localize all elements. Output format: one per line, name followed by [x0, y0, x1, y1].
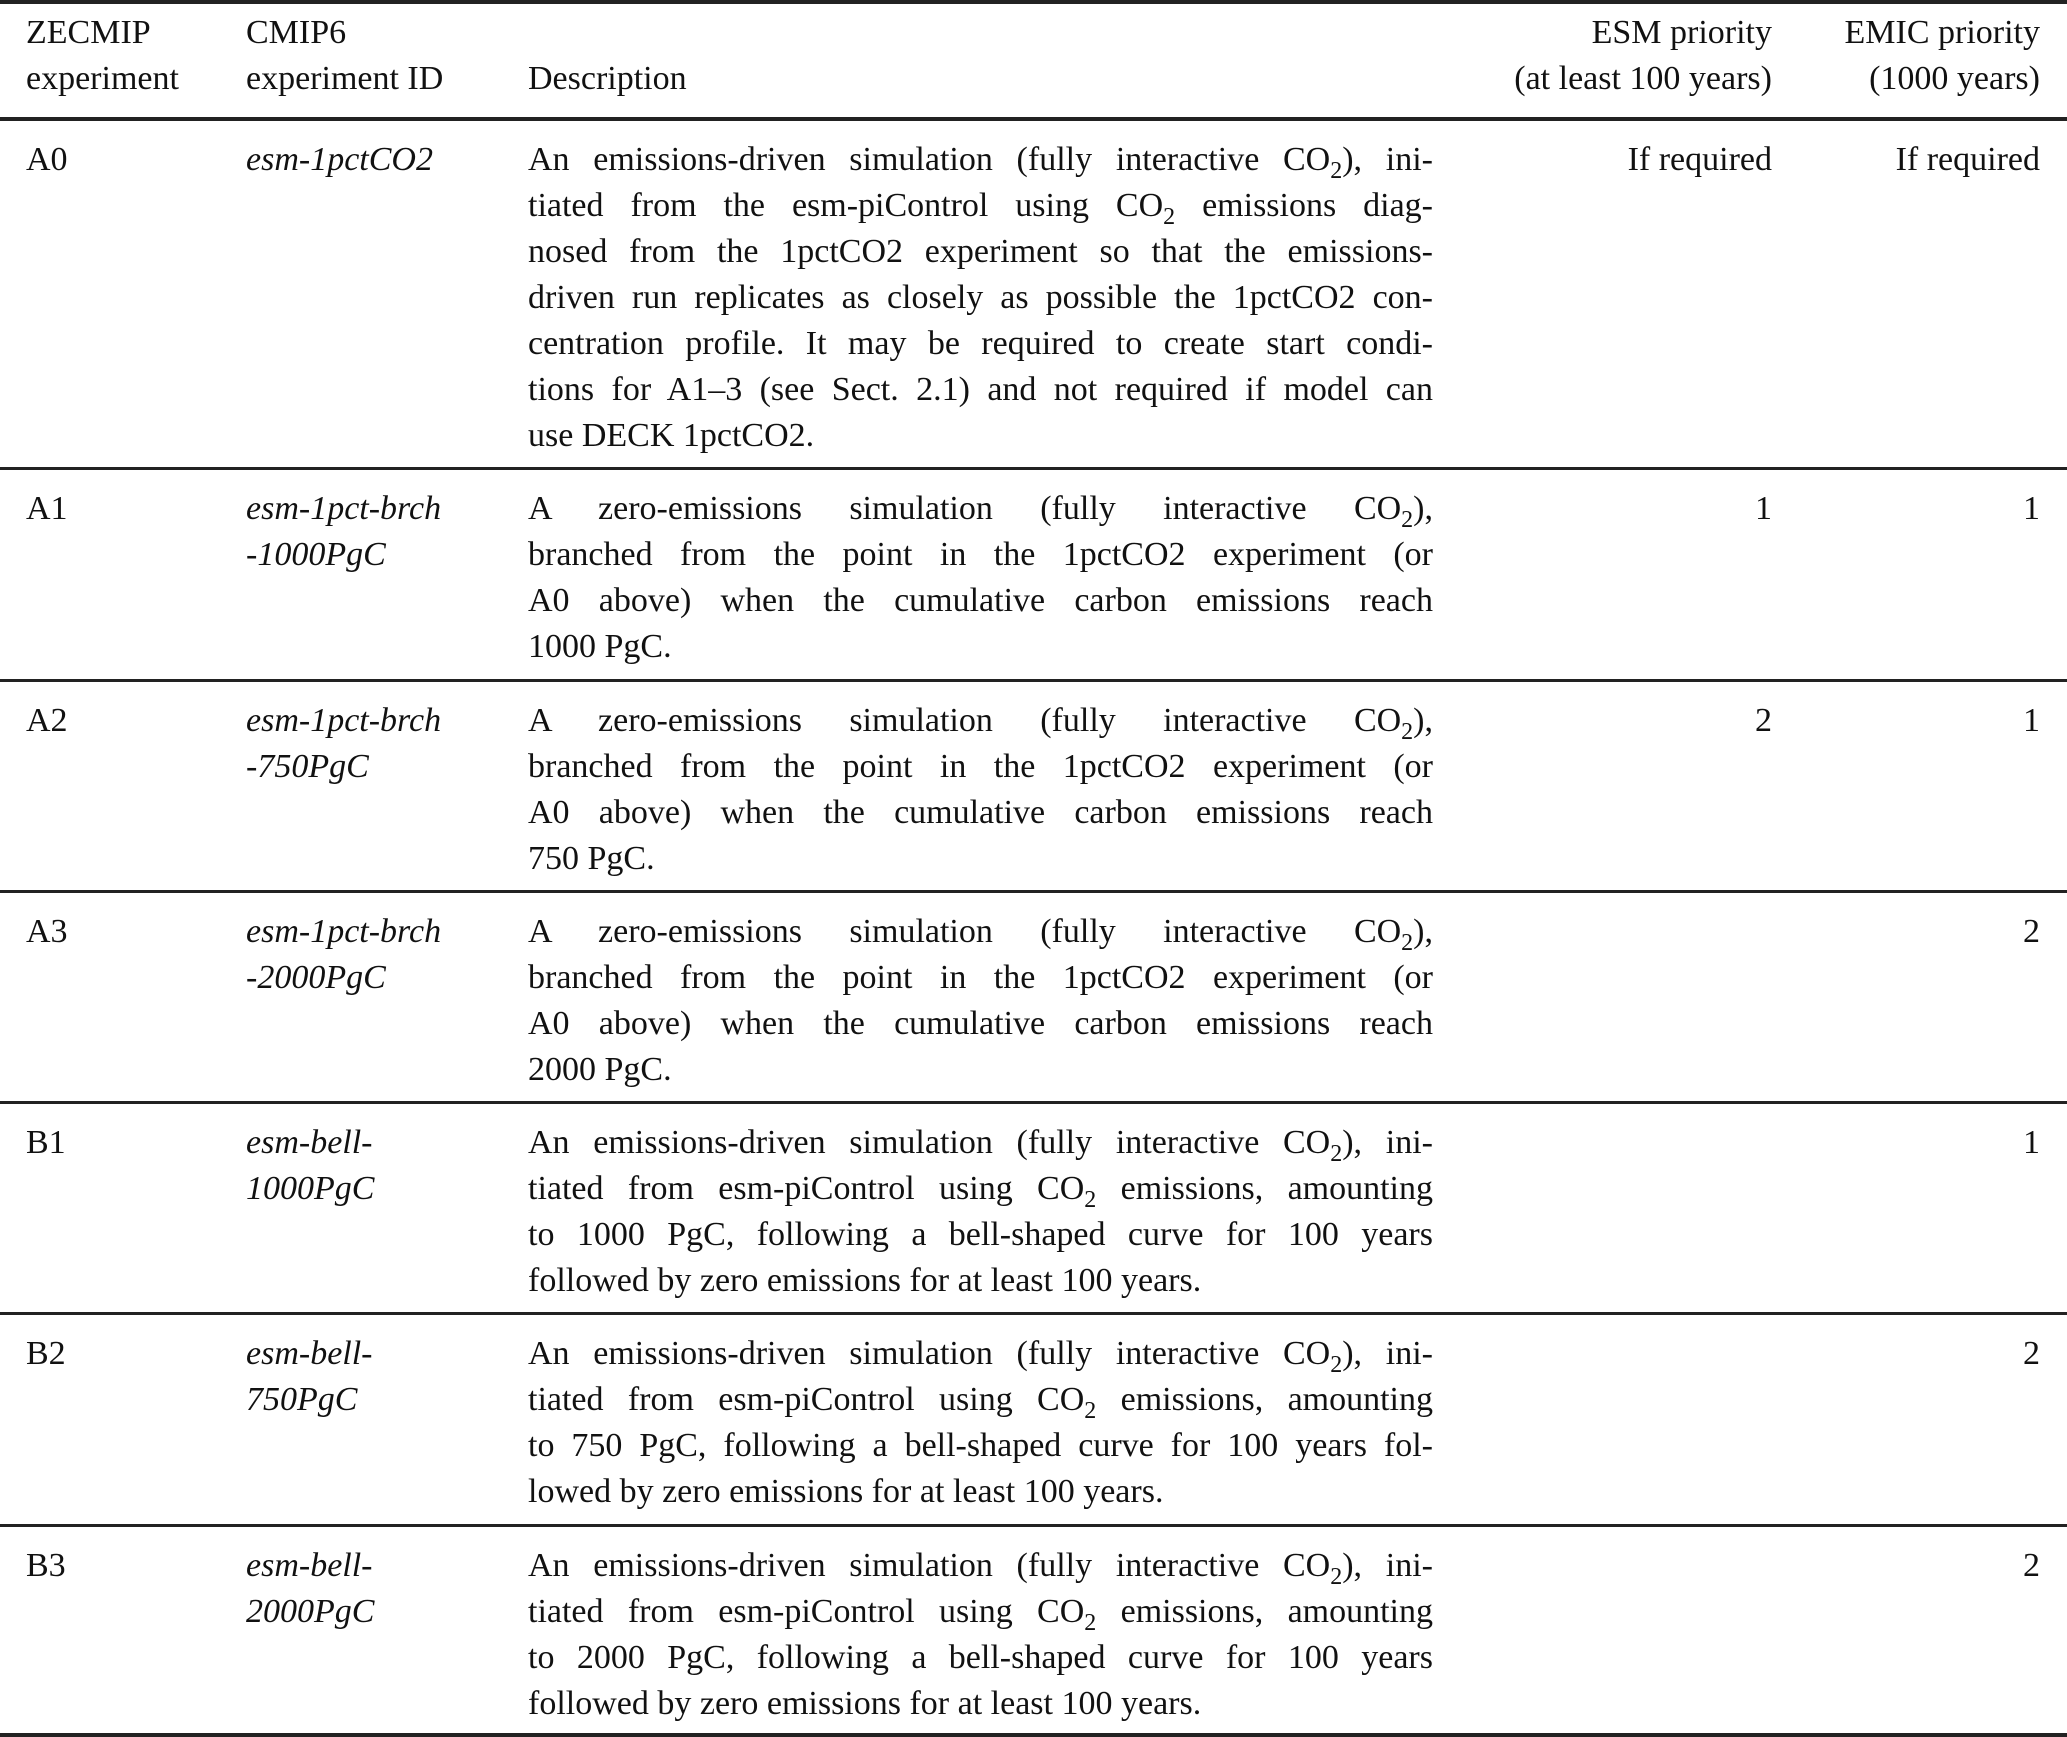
row-rule — [0, 890, 2067, 893]
subscript: 2 — [1163, 204, 1176, 230]
description-text: ), — [1413, 913, 1433, 950]
description-text: A zero-emissions simulation (fully interactive CO — [528, 490, 1402, 527]
description-text: A zero-emissions simulation (fully interactive CO — [528, 913, 1402, 950]
description-text: tiated from esm-piControl using CO — [528, 1593, 1085, 1630]
subscript: 2 — [1401, 930, 1414, 956]
header-description: Description — [528, 60, 687, 97]
header-rule — [0, 117, 2067, 121]
cell-zecmip-experiment: A3 — [26, 913, 68, 950]
experiment-id-line: esm-bell- — [246, 1335, 373, 1372]
description-line — [528, 1543, 1433, 1589]
description-line: to 2000 PgC, following a bell-shaped curve for 100 years — [528, 1639, 1433, 1676]
description-text: An emissions-driven simulation (fully interactive CO — [528, 141, 1331, 178]
header-esm-priority: ESM priority (at least 100 years) — [1514, 14, 1772, 97]
cell-emic-priority: 2 — [2023, 1335, 2040, 1372]
header-cmip6-experiment-id: CMIP6 experiment ID — [246, 14, 444, 97]
description-text: ), ini- — [1342, 1335, 1433, 1372]
subscript: 2 — [1330, 158, 1343, 184]
row-rule — [0, 1312, 2067, 1315]
subscript: 2 — [1084, 1398, 1097, 1424]
description-line — [528, 486, 1433, 532]
cell-description — [528, 137, 1433, 459]
description-line: followed by zero emissions for at least 100 years. — [528, 1685, 1202, 1722]
row-rule — [0, 467, 2067, 470]
description-line: followed by zero emissions for at least 100 years. — [528, 1262, 1202, 1299]
description-text: ), ini- — [1342, 141, 1433, 178]
cell-emic-priority: 1 — [2023, 702, 2040, 739]
description-line: use DECK 1pctCO2. — [528, 417, 815, 454]
experiment-id-line: esm-bell- — [246, 1124, 373, 1161]
description-line: A0 above) when the cumulative carbon emissions reach — [528, 794, 1433, 831]
description-line: branched from the point in the 1pctCO2 experiment (or — [528, 536, 1433, 573]
description-text: ), ini- — [1342, 1124, 1433, 1161]
description-line: nosed from the 1pctCO2 experiment so that the emissions- — [528, 233, 1433, 270]
subscript: 2 — [1401, 719, 1414, 745]
cell-emic-priority: 2 — [2023, 1547, 2040, 1584]
experiment-id-line: -2000PgC — [246, 959, 386, 996]
description-line — [528, 1377, 1433, 1423]
cell-description — [528, 698, 1433, 882]
row-rule — [0, 1101, 2067, 1104]
description-text: ), ini- — [1342, 1547, 1433, 1584]
subscript: 2 — [1330, 1141, 1343, 1167]
description-line: lowed by zero emissions for at least 100 years. — [528, 1473, 1164, 1510]
cell-zecmip-experiment: A2 — [26, 702, 68, 739]
subscript: 2 — [1330, 1564, 1343, 1590]
description-line: 1000 PgC. — [528, 628, 672, 665]
description-text: tiated from esm-piControl using CO — [528, 1381, 1085, 1418]
cell-esm-priority: 2 — [1755, 702, 1772, 739]
description-text: tiated from esm-piControl using CO — [528, 1170, 1085, 1207]
description-text: emissions, amounting — [1096, 1593, 1433, 1630]
header-emic-priority: EMIC priority (1000 years) — [1844, 14, 2040, 97]
subscript: 2 — [1084, 1610, 1097, 1636]
cell-description — [528, 1331, 1433, 1515]
cell-cmip6-experiment-id — [246, 698, 516, 790]
experiment-id-line: esm-1pct-brch — [246, 913, 442, 950]
cell-description — [528, 909, 1433, 1093]
description-text: An emissions-driven simulation (fully interactive CO — [528, 1124, 1331, 1161]
description-text: A zero-emissions simulation (fully interactive CO — [528, 702, 1402, 739]
experiment-id-line: -1000PgC — [246, 536, 386, 573]
description-text: ), — [1413, 490, 1433, 527]
experiment-id-line: esm-1pctCO2 — [246, 141, 433, 178]
experiment-id-line: 2000PgC — [246, 1593, 375, 1630]
description-line — [528, 909, 1433, 955]
description-text: emissions diag- — [1175, 187, 1434, 224]
subscript: 2 — [1330, 1352, 1343, 1378]
description-line — [528, 1589, 1433, 1635]
row-rule — [0, 1524, 2067, 1527]
cell-zecmip-experiment: B2 — [26, 1335, 66, 1372]
description-line: tions for A1–3 (see Sect. 2.1) and not required if model can — [528, 371, 1433, 408]
description-text: An emissions-driven simulation (fully interactive CO — [528, 1335, 1331, 1372]
description-line: 750 PgC. — [528, 840, 655, 877]
description-text: An emissions-driven simulation (fully interactive CO — [528, 1547, 1331, 1584]
description-text: emissions, amounting — [1096, 1381, 1433, 1418]
description-text: tiated from the esm-piControl using CO — [528, 187, 1164, 224]
header-zecmip-experiment: ZECMIP experiment — [26, 14, 179, 97]
description-line — [528, 698, 1433, 744]
cell-cmip6-experiment-id — [246, 1543, 516, 1635]
description-text: ), — [1413, 702, 1433, 739]
cell-cmip6-experiment-id — [246, 137, 516, 183]
table-top-rule — [0, 0, 2067, 4]
description-text: emissions, amounting — [1096, 1170, 1433, 1207]
row-rule — [0, 679, 2067, 682]
description-line: to 1000 PgC, following a bell-shaped curve for 100 years — [528, 1216, 1433, 1253]
table-bottom-rule — [0, 1733, 2067, 1737]
description-line — [528, 1331, 1433, 1377]
experiment-id-line: 1000PgC — [246, 1170, 375, 1207]
cell-zecmip-experiment: A1 — [26, 490, 68, 527]
cell-zecmip-experiment: B1 — [26, 1124, 66, 1161]
cell-cmip6-experiment-id — [246, 1120, 516, 1212]
cell-emic-priority: If required — [1895, 141, 2040, 178]
description-line — [528, 1166, 1433, 1212]
description-line — [528, 1120, 1433, 1166]
description-line: to 750 PgC, following a bell-shaped curve for 100 years fol- — [528, 1427, 1433, 1464]
cell-emic-priority: 1 — [2023, 490, 2040, 527]
description-line: branched from the point in the 1pctCO2 experiment (or — [528, 748, 1433, 785]
description-line — [528, 183, 1433, 229]
cell-zecmip-experiment: B3 — [26, 1547, 66, 1584]
cell-description — [528, 1120, 1433, 1304]
subscript: 2 — [1401, 507, 1414, 533]
experiment-id-line: esm-1pct-brch — [246, 702, 442, 739]
description-line: 2000 PgC. — [528, 1051, 672, 1088]
experiment-id-line: -750PgC — [246, 748, 369, 785]
description-line: A0 above) when the cumulative carbon emissions reach — [528, 582, 1433, 619]
cell-emic-priority: 2 — [2023, 913, 2040, 950]
cell-esm-priority: 1 — [1755, 490, 1772, 527]
experiment-id-line: esm-1pct-brch — [246, 490, 442, 527]
cell-cmip6-experiment-id — [246, 909, 516, 1001]
experiment-id-line: esm-bell- — [246, 1547, 373, 1584]
cell-description — [528, 1543, 1433, 1727]
cell-cmip6-experiment-id — [246, 486, 516, 578]
subscript: 2 — [1084, 1187, 1097, 1213]
description-line: driven run replicates as closely as possible the 1pctCO2 con- — [528, 279, 1433, 316]
cell-cmip6-experiment-id — [246, 1331, 516, 1423]
description-line — [528, 137, 1433, 183]
cell-description — [528, 486, 1433, 670]
experiment-id-line: 750PgC — [246, 1381, 358, 1418]
cell-zecmip-experiment: A0 — [26, 141, 68, 178]
description-line: centration profile. It may be required to create start condi- — [528, 325, 1433, 362]
description-line: branched from the point in the 1pctCO2 experiment (or — [528, 959, 1433, 996]
cell-esm-priority: If required — [1627, 141, 1772, 178]
cell-emic-priority: 1 — [2023, 1124, 2040, 1161]
description-line: A0 above) when the cumulative carbon emissions reach — [528, 1005, 1433, 1042]
